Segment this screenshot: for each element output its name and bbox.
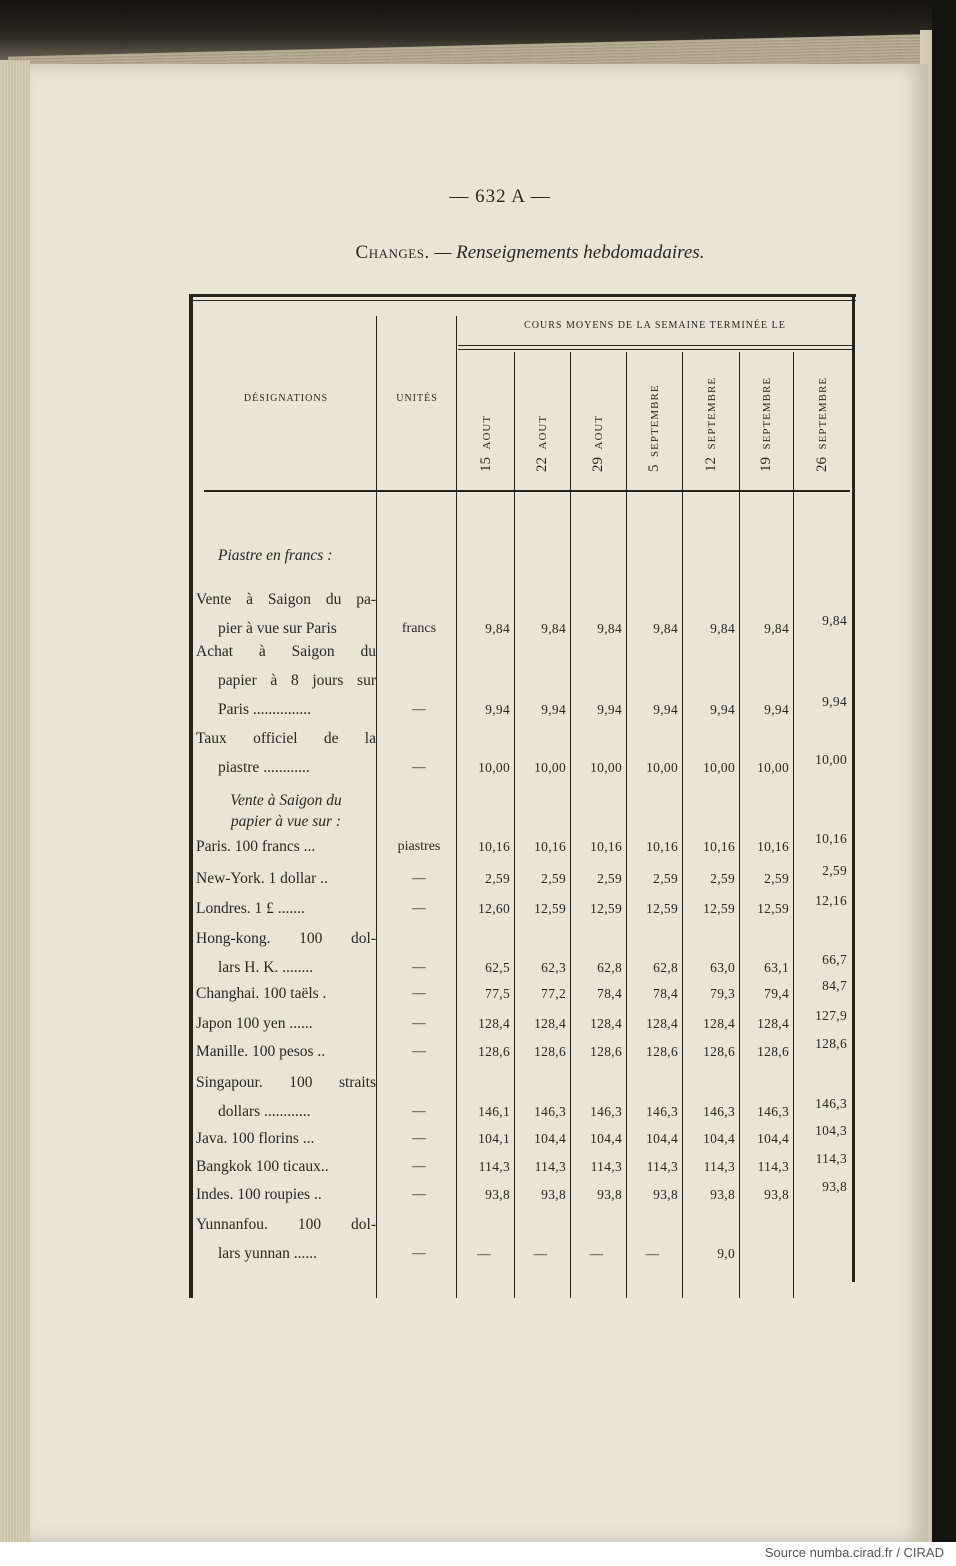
date-header bbox=[534, 415, 551, 472]
header-unites: UNITÉS bbox=[396, 393, 438, 404]
row-value: 10,00 bbox=[757, 760, 789, 775]
row-designation-line: Taux officiel de la bbox=[196, 730, 376, 747]
row-unit: — bbox=[412, 1016, 426, 1031]
row-unit: — bbox=[412, 986, 426, 1001]
row-value: 128,6 bbox=[590, 1044, 622, 1059]
row-value: 62,8 bbox=[653, 960, 678, 975]
row-value: 12,59 bbox=[590, 901, 622, 916]
row-value: 146,3 bbox=[534, 1104, 566, 1119]
row-value: 104,4 bbox=[646, 1131, 678, 1146]
row-value: 10,00 bbox=[815, 752, 847, 767]
row-value: 9,84 bbox=[822, 613, 847, 628]
section-vente-sur-line2: papier à vue sur : bbox=[230, 813, 342, 830]
source-credit: Source numba.cirad.fr / CIRAD bbox=[764, 1545, 944, 1560]
date-header bbox=[646, 384, 663, 472]
row-value: 128,4 bbox=[757, 1016, 789, 1031]
row-designation-line: Londres. 1 £ ....... bbox=[196, 900, 305, 917]
row-value: 128,6 bbox=[478, 1044, 510, 1059]
table-title bbox=[260, 242, 800, 264]
row-value: 128,4 bbox=[646, 1016, 678, 1031]
row-value: 146,3 bbox=[815, 1096, 847, 1111]
row-designation-line: Japon 100 yen ...... bbox=[196, 1015, 313, 1032]
row-value: 10,00 bbox=[534, 760, 566, 775]
row-value: 114,3 bbox=[590, 1159, 622, 1174]
row-value: 104,4 bbox=[703, 1131, 735, 1146]
row-unit: — bbox=[412, 1246, 426, 1261]
row-value: 104,4 bbox=[757, 1131, 789, 1146]
row-value: 10,16 bbox=[703, 839, 735, 854]
date-month: AOUT bbox=[480, 414, 493, 450]
row-value: 2,59 bbox=[822, 863, 847, 878]
row-value: 62,5 bbox=[485, 960, 510, 975]
row-value: 62,3 bbox=[541, 960, 566, 975]
row-value: 9,84 bbox=[541, 621, 566, 636]
group-underline-1 bbox=[458, 345, 852, 346]
row-value: 114,3 bbox=[757, 1159, 789, 1174]
group-underline-2 bbox=[458, 349, 852, 350]
date-month: SEPTEMBRE bbox=[705, 376, 718, 450]
row-value: 93,8 bbox=[710, 1187, 735, 1202]
table-right-border bbox=[852, 294, 855, 1282]
row-designation-line: Java. 100 florins ... bbox=[196, 1130, 315, 1147]
row-value: 104,4 bbox=[590, 1131, 622, 1146]
table-title-rest: — Renseignements hebdomadaires. bbox=[429, 242, 705, 263]
row-value: 10,00 bbox=[703, 760, 735, 775]
table-top-rule-thin bbox=[190, 300, 856, 301]
row-value: 9,84 bbox=[485, 621, 510, 636]
row-value: 10,00 bbox=[478, 760, 510, 775]
row-value: 93,8 bbox=[541, 1187, 566, 1202]
row-value: 12,60 bbox=[478, 901, 510, 916]
col-sep-unites bbox=[456, 316, 457, 1298]
row-designation-line: New-York. 1 dollar .. bbox=[196, 870, 328, 887]
row-unit: — bbox=[412, 1104, 426, 1119]
row-designation-line: Vente à Saigon du pa- bbox=[196, 591, 376, 608]
row-value: 12,59 bbox=[534, 901, 566, 916]
row-value: 9,94 bbox=[822, 694, 847, 709]
row-value: 128,4 bbox=[534, 1016, 566, 1031]
row-value: 128,6 bbox=[815, 1036, 847, 1051]
row-unit: — bbox=[412, 901, 426, 916]
row-value: 93,8 bbox=[485, 1187, 510, 1202]
row-value: 114,3 bbox=[703, 1159, 735, 1174]
row-value: 93,8 bbox=[764, 1187, 789, 1202]
row-value: 77,5 bbox=[485, 986, 510, 1001]
row-value: 128,4 bbox=[478, 1016, 510, 1031]
row-designation-line: Paris. 100 francs ... bbox=[196, 838, 316, 855]
date-month: AOUT bbox=[593, 414, 605, 450]
header-bottom-rule bbox=[204, 490, 850, 492]
row-designation-line: Changhai. 100 taëls . bbox=[196, 985, 327, 1002]
row-value: 9,84 bbox=[764, 621, 789, 636]
row-value: — bbox=[589, 1246, 604, 1261]
row-value: 2,59 bbox=[764, 871, 789, 886]
row-value: 127,9 bbox=[815, 1008, 847, 1023]
row-value: 9,94 bbox=[485, 702, 510, 717]
row-value: 84,7 bbox=[822, 978, 847, 993]
date-day: 15 bbox=[477, 457, 494, 472]
row-value: 128,4 bbox=[590, 1016, 622, 1031]
row-value: 9,94 bbox=[597, 702, 622, 717]
row-designation-line: Singapour. 100 straits bbox=[196, 1074, 376, 1091]
row-value: 62,8 bbox=[597, 960, 622, 975]
row-value: 9,94 bbox=[541, 702, 566, 717]
section-piastre-francs: Piastre en francs : bbox=[218, 547, 333, 564]
row-unit: — bbox=[412, 1159, 426, 1174]
row-unit: — bbox=[412, 1044, 426, 1059]
row-designation-line: papier à 8 jours sur bbox=[218, 672, 376, 689]
row-unit: — bbox=[412, 1131, 426, 1146]
row-designation-line: Paris ............... bbox=[218, 701, 311, 718]
row-value: 10,16 bbox=[590, 839, 622, 854]
row-value: 9,84 bbox=[653, 621, 678, 636]
header-designations: DÉSIGNATIONS bbox=[243, 393, 329, 404]
row-value: 146,3 bbox=[703, 1104, 735, 1119]
row-value: 9,84 bbox=[710, 621, 735, 636]
row-value: 9,84 bbox=[597, 621, 622, 636]
row-designation-line: Bangkok 100 ticaux.. bbox=[196, 1158, 329, 1175]
row-value: 2,59 bbox=[653, 871, 678, 886]
row-unit: francs bbox=[401, 621, 437, 636]
row-value: 10,16 bbox=[815, 831, 847, 846]
section-vente-sur-line1: Vente à Saigon du bbox=[230, 792, 342, 809]
row-value: 146,3 bbox=[757, 1104, 789, 1119]
table-left-border bbox=[189, 294, 193, 1298]
row-value: — bbox=[645, 1246, 660, 1261]
header-group: COURS MOYENS DE LA SEMAINE TERMINÉE LE bbox=[524, 320, 786, 331]
row-value: 146,1 bbox=[478, 1104, 510, 1119]
row-unit: piastres bbox=[397, 839, 441, 854]
date-day: 29 bbox=[590, 457, 606, 472]
row-value: 9,0 bbox=[717, 1246, 735, 1261]
row-value: 93,8 bbox=[653, 1187, 678, 1202]
row-value: 12,16 bbox=[815, 893, 847, 908]
col-sep-designations bbox=[376, 316, 377, 1298]
row-value: — bbox=[533, 1246, 548, 1261]
row-value: 10,16 bbox=[646, 839, 678, 854]
row-unit: — bbox=[412, 871, 426, 886]
row-value: 12,59 bbox=[646, 901, 678, 916]
row-value: 146,3 bbox=[590, 1104, 622, 1119]
row-value: 9,94 bbox=[710, 702, 735, 717]
row-designation-line: lars H. K. ........ bbox=[218, 959, 314, 976]
row-value: 93,8 bbox=[822, 1179, 847, 1194]
row-unit: — bbox=[412, 760, 426, 775]
row-designation-line: Yunnanfou. 100 dol- bbox=[196, 1216, 376, 1233]
date-col-sep bbox=[682, 352, 683, 1298]
row-designation-line: lars yunnan ...... bbox=[218, 1245, 318, 1262]
row-designation-line: Achat à Saigon du bbox=[196, 643, 376, 660]
date-col-sep bbox=[739, 352, 740, 1298]
row-unit: — bbox=[412, 1187, 426, 1202]
date-col-sep bbox=[626, 352, 627, 1298]
row-value: 128,6 bbox=[534, 1044, 566, 1059]
page-number: — 632 A — bbox=[449, 186, 551, 207]
row-value: 2,59 bbox=[541, 871, 566, 886]
row-value: 78,4 bbox=[653, 986, 678, 1001]
date-month: SEPTEMBRE bbox=[817, 376, 829, 450]
row-value: 79,4 bbox=[764, 986, 789, 1001]
row-value: 10,00 bbox=[646, 760, 678, 775]
page-left-edge bbox=[0, 60, 30, 1542]
row-value: 2,59 bbox=[485, 871, 510, 886]
row-value: — bbox=[477, 1246, 491, 1261]
row-value: 104,1 bbox=[478, 1131, 510, 1146]
row-designation-line: Manille. 100 pesos .. bbox=[196, 1043, 326, 1060]
row-designation-line: Hong-kong. 100 dol- bbox=[196, 930, 376, 947]
row-value: 10,16 bbox=[478, 839, 510, 854]
date-header bbox=[758, 377, 775, 472]
row-value: 128,6 bbox=[703, 1044, 735, 1059]
row-unit: — bbox=[412, 960, 426, 975]
table-top-rule bbox=[190, 294, 856, 297]
row-value: 114,3 bbox=[478, 1159, 510, 1174]
credit-bar bbox=[0, 1542, 956, 1566]
date-month: AOUT bbox=[537, 414, 549, 450]
row-value: 9,94 bbox=[764, 702, 789, 717]
date-day: 22 bbox=[534, 457, 550, 472]
date-col-sep bbox=[570, 352, 571, 1298]
table-title-caps: Changes. bbox=[355, 242, 430, 263]
row-value: 77,2 bbox=[541, 986, 566, 1001]
date-day: 19 bbox=[758, 457, 774, 472]
date-header bbox=[478, 415, 495, 472]
date-day: 26 bbox=[814, 457, 830, 472]
date-day: 12 bbox=[702, 457, 719, 472]
date-header bbox=[590, 415, 607, 472]
date-header bbox=[814, 377, 831, 472]
row-value: 114,3 bbox=[534, 1159, 566, 1174]
row-value: 146,3 bbox=[646, 1104, 678, 1119]
row-value: 12,59 bbox=[757, 901, 789, 916]
row-value: 128,4 bbox=[703, 1016, 735, 1031]
row-value: 2,59 bbox=[597, 871, 622, 886]
row-value: 63,0 bbox=[710, 960, 735, 975]
date-day: 5 bbox=[646, 464, 662, 472]
row-value: 12,59 bbox=[703, 901, 735, 916]
row-value: 10,00 bbox=[590, 760, 622, 775]
row-value: 9,94 bbox=[653, 702, 678, 717]
date-month: SEPTEMBRE bbox=[761, 376, 773, 450]
row-value: 114,3 bbox=[815, 1151, 847, 1166]
binding-strip bbox=[932, 0, 956, 1542]
date-month: SEPTEMBRE bbox=[649, 384, 661, 457]
row-value: 93,8 bbox=[597, 1187, 622, 1202]
row-value: 2,59 bbox=[710, 871, 735, 886]
row-value: 63,1 bbox=[764, 960, 789, 975]
row-value: 128,6 bbox=[757, 1044, 789, 1059]
row-designation-line: pier à vue sur Paris bbox=[218, 620, 337, 637]
date-col-sep bbox=[514, 352, 515, 1298]
row-value: 78,4 bbox=[597, 986, 622, 1001]
row-value: 128,6 bbox=[646, 1044, 678, 1059]
row-value: 79,3 bbox=[710, 986, 735, 1001]
row-value: 104,3 bbox=[815, 1123, 847, 1138]
row-value: 10,16 bbox=[757, 839, 789, 854]
row-designation-line: dollars ............ bbox=[218, 1103, 311, 1120]
row-value: 10,16 bbox=[534, 839, 566, 854]
row-designation-line: Indes. 100 roupies .. bbox=[196, 1186, 322, 1203]
row-value: 104,4 bbox=[534, 1131, 566, 1146]
date-header bbox=[703, 377, 720, 472]
row-value: 114,3 bbox=[646, 1159, 678, 1174]
row-unit: — bbox=[412, 702, 426, 717]
row-value: 66,7 bbox=[822, 952, 847, 967]
row-designation-line: piastre ............ bbox=[218, 759, 310, 776]
